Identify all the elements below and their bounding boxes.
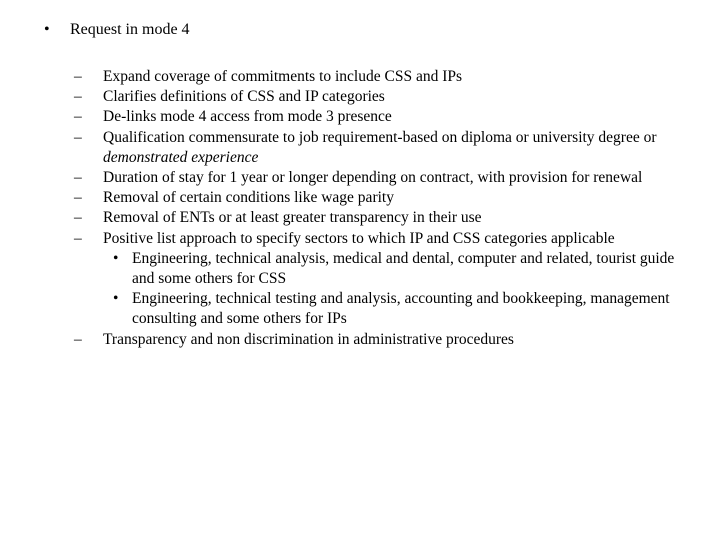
- list-item: [0, 330, 720, 350]
- dash-marker: –: [74, 169, 82, 187]
- list-item-text: Duration of stay for 1 year or longer depending on contract, with provision for renewal: [103, 169, 643, 187]
- list-item: [0, 128, 720, 168]
- list-item: [0, 208, 720, 228]
- list-item-text: De-links mode 4 access from mode 3 presence: [103, 108, 392, 126]
- nested-list-item-text: Engineering, technical testing and analysis, accounting and bookkeeping, management consulting and some others for IPs: [132, 290, 670, 328]
- list-item-italic-text: demonstrated experience: [103, 148, 259, 166]
- dash-marker: –: [74, 229, 82, 247]
- dash-marker: –: [74, 330, 82, 348]
- list-item-text: Positive list approach to specify sectors to which IP and CSS categories applicable: [103, 229, 615, 247]
- nested-list-item: [0, 249, 720, 289]
- list-item: [0, 107, 720, 127]
- nested-list-item: [0, 289, 720, 329]
- list-item-text: Clarifies definitions of CSS and IP categories: [103, 88, 385, 106]
- list-item: [0, 229, 720, 249]
- list-item-text: Transparency and non discrimination in administrative procedures: [103, 330, 514, 348]
- list-item-text: Qualification commensurate to job requirement-based on diploma or university degree or: [103, 128, 657, 146]
- list-item: [0, 168, 720, 188]
- list-item-text: Removal of ENTs or at least greater transparency in their use: [103, 209, 482, 227]
- dash-marker: –: [74, 68, 82, 85]
- dash-marker: –: [74, 209, 82, 227]
- dash-marker: –: [74, 88, 82, 106]
- level1-text: Request in mode 4: [70, 21, 190, 38]
- list-item-text: Expand coverage of commitments to include CSS and IPs: [103, 68, 463, 85]
- list-item: [0, 67, 720, 87]
- dash-marker: –: [74, 108, 82, 126]
- dash-marker: –: [74, 128, 82, 146]
- bullet-icon: •: [113, 249, 119, 267]
- list-item: [0, 188, 720, 208]
- list-item: [0, 87, 720, 107]
- nested-list-item-text: Engineering, technical analysis, medical and dental, computer and related, tourist guide and some others for CSS: [132, 249, 675, 288]
- dash-marker: –: [74, 189, 82, 207]
- bullet-icon: •: [44, 21, 50, 38]
- sub-bullet-list: [0, 67, 720, 350]
- list-item-text: Removal of certain conditions like wage parity: [103, 189, 394, 207]
- bullet-icon: •: [113, 290, 119, 308]
